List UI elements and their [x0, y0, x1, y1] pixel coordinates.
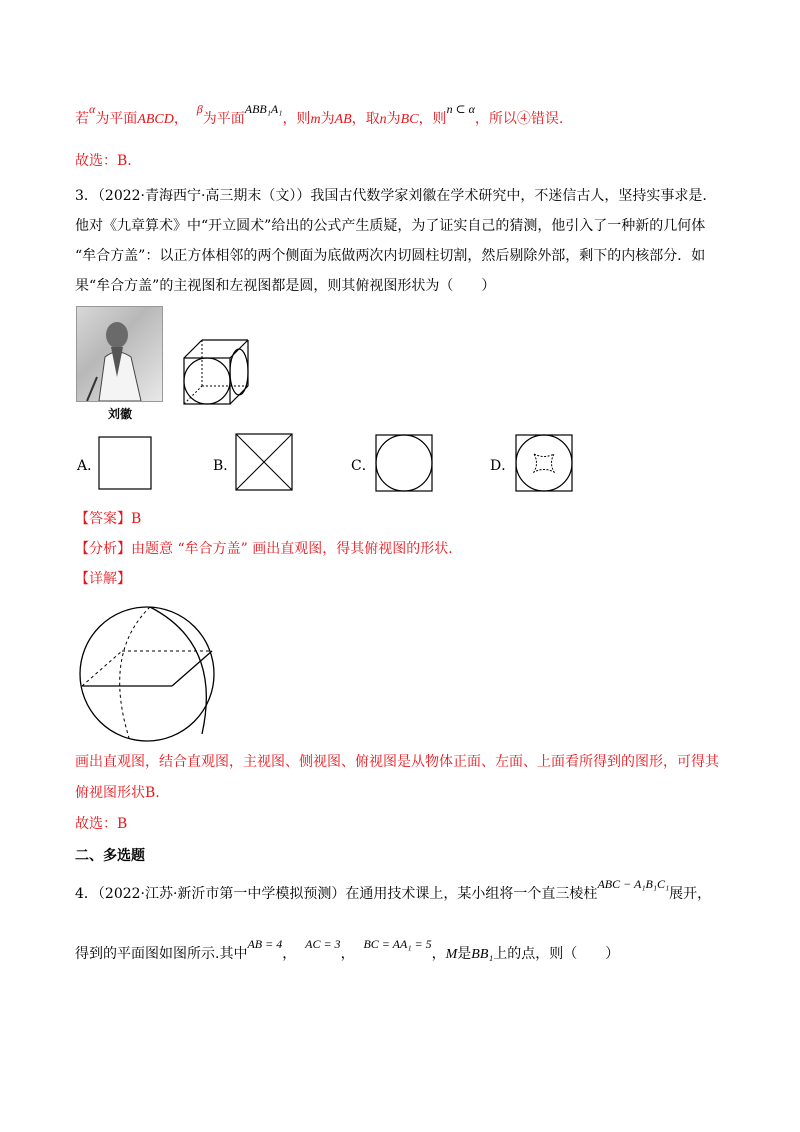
option-d-label[interactable]: D．	[490, 458, 516, 474]
subset-expr: n ⊂ α	[446, 102, 475, 116]
explanation-line-1: 画出直观图，结合直观图，主视图、侧视图、俯视图是从物体正面、左面、上面看所得到的图形，可得其	[75, 754, 719, 770]
mouhefanggai-figure	[72, 604, 222, 744]
question-3-line-3: “牟合方盖”：以正方体相邻的两个侧面为底做两次内切圆柱切割，然后剔除外部，剩下的内核部分．如	[75, 248, 706, 264]
text: ，所以④错误.	[474, 111, 564, 127]
option-a-label[interactable]: A．	[77, 458, 102, 474]
plane-abb1a1: ABB₁A₁	[244, 102, 283, 116]
text: ，则	[282, 111, 311, 127]
text: 为平面	[202, 111, 245, 127]
detail-label: 【详解】	[75, 571, 131, 587]
text: ，取	[351, 111, 380, 127]
ab-equals-4: AB = 4	[247, 937, 283, 951]
solution-line-1	[75, 102, 564, 128]
answer-label: 【答案】	[75, 511, 131, 527]
point-m: M	[445, 947, 458, 962]
question-3-line-4: 果“牟合方盖”的主视图和左视图都是圆，则其俯视图形状为（ ）	[75, 278, 496, 294]
portrait-image	[76, 306, 163, 402]
segment-ab: AB	[334, 112, 352, 127]
option-c-label[interactable]: C．	[351, 458, 376, 474]
question-3-line-2: 他对《九章算术》中“开立圆术”给出的公式产生质疑，为了证实自己的猜测，他引入了一种新的几何体	[75, 218, 706, 234]
analysis-line	[75, 538, 453, 558]
option-c-figure[interactable]	[375, 434, 435, 494]
text: 若	[75, 111, 89, 127]
text: 为平面	[95, 111, 138, 127]
beta-symbol: β	[196, 102, 203, 116]
choice-line-1: 故选：B.	[75, 153, 132, 169]
segment-bc: BC	[400, 112, 419, 127]
answer-line	[75, 508, 141, 528]
option-d-figure[interactable]	[515, 434, 575, 494]
var-m: m	[310, 112, 321, 127]
text: 为	[320, 111, 335, 127]
question-4-line-1	[75, 877, 712, 903]
prism-expr: ABC − A₁B₁C₁	[597, 877, 670, 891]
text: 得到的平面图如图所示.其中	[75, 946, 248, 962]
text: ，	[282, 946, 297, 962]
text: 为	[386, 111, 401, 127]
text: 上的点，则（ ）	[493, 946, 620, 962]
portrait-drawing	[77, 307, 162, 401]
option-b-figure[interactable]	[235, 433, 295, 493]
answer-value: B	[131, 511, 142, 527]
plane-abcd: ABCD	[137, 112, 174, 127]
section-heading: 二、多选题	[75, 848, 145, 864]
option-b-label[interactable]: B．	[213, 458, 238, 474]
text: 展开，	[669, 886, 712, 902]
analysis-text: 由题意 “牟合方盖” 画出直观图，得其俯视图的形状.	[131, 541, 453, 557]
segment-bb1: BB₁	[471, 947, 494, 962]
alpha-symbol: α	[89, 102, 96, 116]
ac-equals-3: AC = 3	[305, 937, 341, 951]
cube-figure	[180, 336, 250, 408]
bc-equals-aa1-5: BC = AA₁ = 5	[363, 937, 432, 951]
analysis-label: 【分析】	[75, 541, 131, 557]
choice-line-2: 故选：B	[75, 816, 128, 832]
explanation-line-2: 俯视图形状B.	[75, 785, 160, 801]
option-a-figure[interactable]	[98, 436, 154, 492]
text: ，	[173, 111, 188, 127]
text: ，	[340, 946, 355, 962]
question-3-line-1: 3．（2022·青海西宁·高三期末（文））我国古代数学家刘徽在学术研究中，不迷信古人，坚持实事求是.	[75, 188, 707, 204]
portrait-caption: 刘徽	[108, 407, 133, 421]
question-4-line-2	[75, 937, 620, 963]
text: 4．（2022·江苏·新沂市第一中学模拟预测）在通用技术课上，某小组将一个直三棱柱	[75, 886, 598, 902]
text: ，	[431, 946, 446, 962]
text: 是	[457, 946, 472, 962]
text: ，则	[418, 111, 447, 127]
var-n: n	[379, 112, 387, 127]
